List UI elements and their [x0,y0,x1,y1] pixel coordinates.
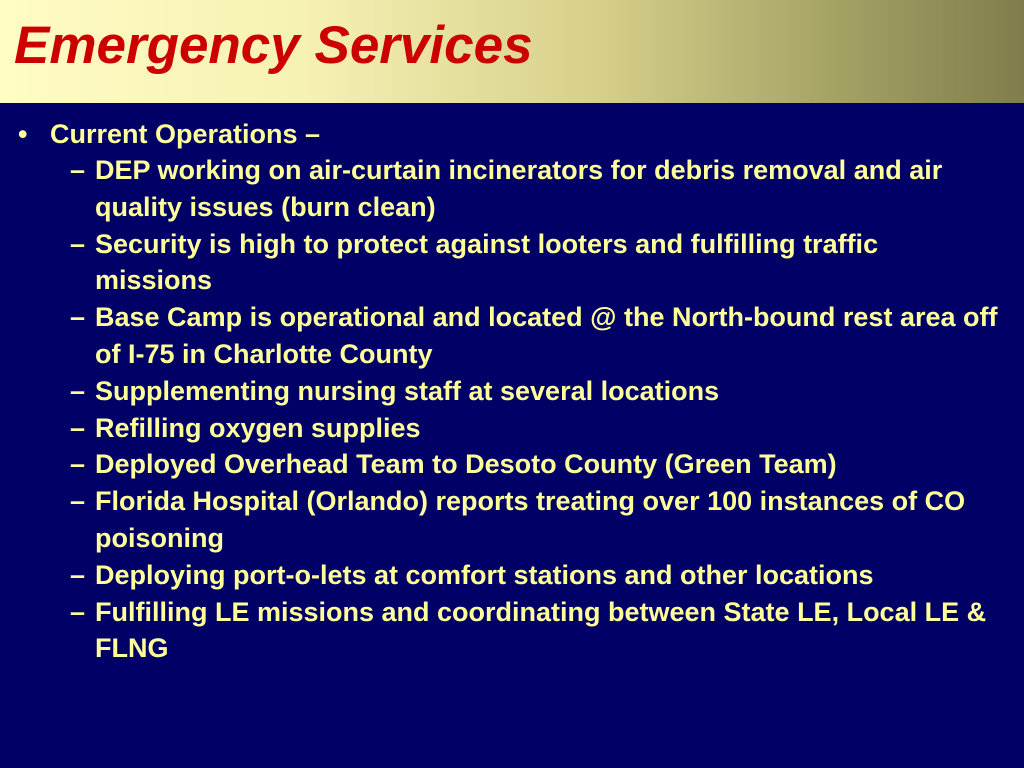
sub-bullet-item [0,446,1024,483]
sub-bullet-item [0,373,1024,410]
sub-bullet-text: Refilling oxygen supplies [95,412,421,443]
sub-bullet-text: DEP working on air-curtain incinerators for debris removal and air quality issues (burn clean) [95,155,943,222]
bullet-icon: • [18,119,28,149]
sub-bullet-text: Deployed Overhead Team to Desoto County (Green Team) [95,449,837,480]
sub-bullet-text: Supplementing nursing staff at several locations [95,375,720,406]
sub-bullet-text: Security is high to protect against looters and fulfilling traffic missions [95,228,879,296]
sub-bullet-item [0,483,1024,557]
sub-bullet-text: Fulfilling LE missions and coordinating between State LE, Local LE & FLNG [95,596,987,664]
dash-icon: – [70,559,86,590]
title-bar [0,0,1024,103]
sub-bullet-text: Deploying port-o-lets at comfort stations and other locations [95,559,874,590]
sub-bullet-item [0,557,1024,594]
sub-bullet-item [0,152,1024,226]
slide-title: Emergency Services [14,16,533,75]
sub-bullet-text: Florida Hospital (Orlando) reports treating over 100 instances of CO poisoning [95,486,966,553]
dash-icon: – [70,375,86,406]
dash-icon: – [70,155,86,185]
dash-icon: – [70,596,86,627]
dash-icon: – [70,412,86,443]
dash-icon: – [70,228,86,259]
sub-bullet-item [0,299,1024,373]
dash-icon: – [70,302,86,333]
sub-bullet-item [0,594,1024,668]
sub-bullet-item [0,410,1024,447]
bullet-heading: Current Operations – [50,119,321,149]
sub-bullet-item [0,226,1024,300]
sub-bullet-text: Base Camp is operational and located @ the North-bound rest area off of I-75 in Charlotte County [95,302,998,369]
slide-content [0,103,1024,768]
dash-icon: – [70,486,86,517]
sub-bullet-list [0,152,1024,667]
dash-icon: – [70,449,86,480]
